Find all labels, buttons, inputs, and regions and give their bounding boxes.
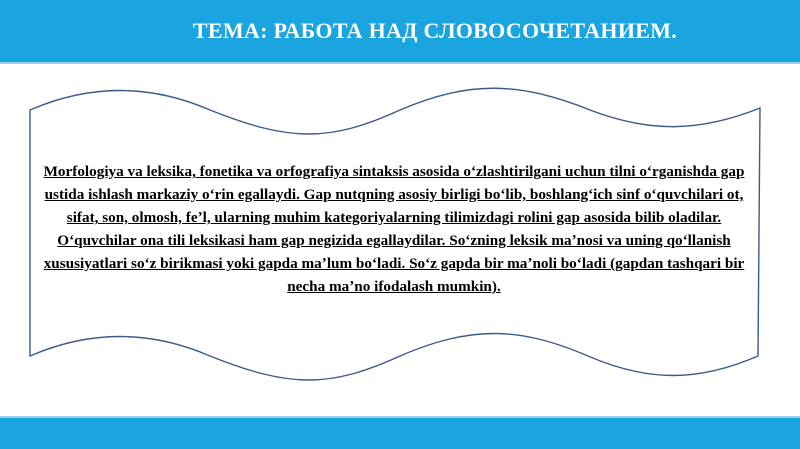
page-title: ТЕМА: РАБОТА НАД СЛОВОСОЧЕТАНИЕМ. <box>192 18 678 43</box>
main-paragraph: Morfologiya va leksika, fonetika va orfografiya sintaksis asosida oʻzlashtirilgani uchun tilni oʻrganishda gap ustida ishlash markaziy oʻrin egallaydi. Gap nutqning asosiy birligi boʻlib, boshlangʻich sinf oʻquvchilari ot, sifat, son, olmosh, feʼl, ularning muhim kategoriyalarning tilimizdagi rolini gap asosida bilib oladilar. Oʻquvchilar ona tili leksikasi ham gap negizida egallaydilar. Soʻzning leksik maʼnosi va uning qoʻllanish xususiyatlari soʻz birikmasi yoki gapda maʼlum boʻladi. Soʻz gapda bir maʼnoli boʻladi (gapdan tashqari bir necha maʼno ifodalash mumkin). <box>43 163 745 295</box>
footer-band <box>0 416 800 449</box>
